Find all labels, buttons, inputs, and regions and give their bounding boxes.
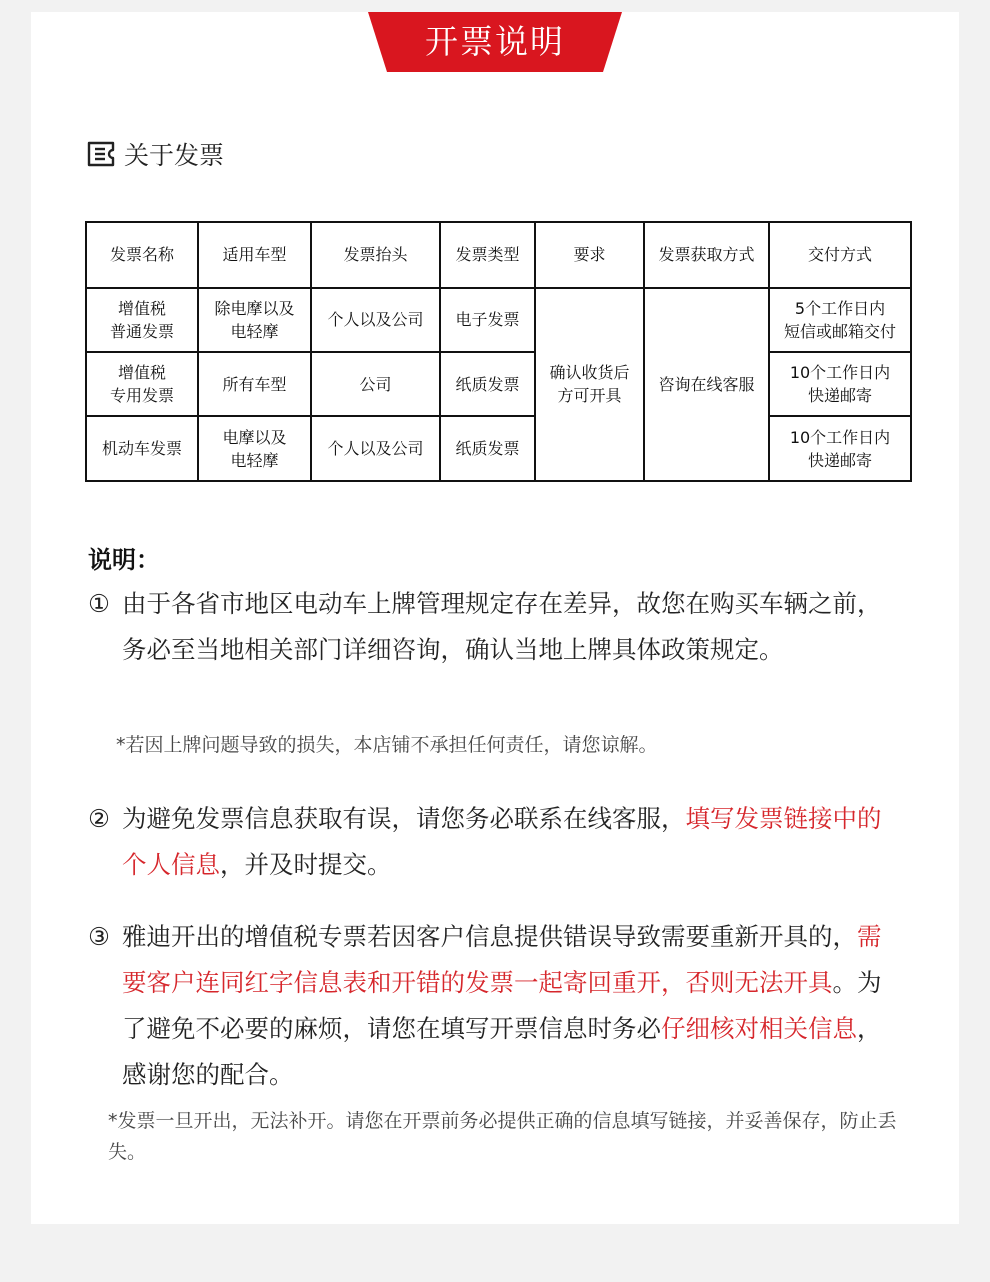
- invoice-name-cell: 增值税 普通发票: [86, 288, 198, 352]
- invoice-table: [85, 221, 912, 482]
- note-text-part: ，感谢您的配合。: [122, 1014, 882, 1089]
- table-header-row: [86, 222, 911, 288]
- note-number: ③: [88, 922, 110, 951]
- note-number: ②: [88, 804, 110, 833]
- delivery-cell: 10个工作日内 快递邮寄: [769, 416, 911, 481]
- note-text: 由于各省市地区电动车上牌管理规定存在差异，故您在购买车辆之前，务必至当地相关部门详细咨询，确认当地上牌具体政策规定。: [122, 589, 882, 664]
- invoice-title-cell: 个人以及公司: [311, 416, 440, 481]
- header-cell: 要求: [535, 222, 644, 288]
- note-item-2: [88, 796, 898, 888]
- header-cell: 交付方式: [769, 222, 911, 288]
- delivery-cell: 5个工作日内 短信或邮箱交付: [769, 288, 911, 352]
- note-text: [122, 796, 898, 888]
- receipt-icon: [86, 139, 116, 169]
- note-text-part: 为避免发票信息获取有误，请您务必联系在线客服，: [122, 804, 686, 833]
- vehicle-models-cell: 所有车型: [198, 352, 311, 416]
- section-title: 关于发票: [124, 141, 225, 170]
- note-item-1: [88, 581, 898, 673]
- note-text-part: 雅迪开出的增值税专票若因客户信息提供错误导致需要重新开具的，: [122, 922, 857, 951]
- note-number: ①: [88, 589, 110, 618]
- note-highlight: 需要客户连同红字信息表和开错的发票一起寄回重开，否则无法开具: [122, 922, 882, 997]
- note-text-part: ，并及时提交。: [220, 850, 392, 879]
- note-highlight: 填写发票链接中的个人信息: [122, 804, 882, 879]
- vehicle-models-cell: 电摩以及 电轻摩: [198, 416, 311, 481]
- header-cell: 发票类型: [440, 222, 535, 288]
- note-highlight: 仔细核对相关信息: [661, 1014, 857, 1043]
- invoice-name-cell: 机动车发票: [86, 416, 198, 481]
- header-cell: 发票抬头: [311, 222, 440, 288]
- notes-title: 说明：: [88, 546, 160, 574]
- table-row: [86, 416, 911, 481]
- invoice-type-cell: 电子发票: [440, 288, 535, 352]
- invoice-type-cell: 纸质发票: [440, 416, 535, 481]
- vehicle-models-cell: 除电摩以及 电轻摩: [198, 288, 311, 352]
- table-row: [86, 288, 911, 352]
- invoice-name-cell: 增值税 专用发票: [86, 352, 198, 416]
- table-row: [86, 352, 911, 416]
- method-cell: 咨询在线客服: [644, 288, 769, 482]
- note-item-3: [88, 914, 898, 1098]
- note-fine-print-1: *若因上牌问题导致的损失，本店铺不承担任何责任，请您谅解。: [116, 734, 658, 756]
- note-text-part: 。为了避免不必要的麻烦，请您在填写开票信息时务必: [122, 968, 882, 1043]
- requirement-cell: 确认收货后 方可开具: [535, 288, 644, 482]
- header-cell: 发票名称: [86, 222, 198, 288]
- delivery-cell: 10个工作日内 快递邮寄: [769, 352, 911, 416]
- header-cell: 发票获取方式: [644, 222, 769, 288]
- invoice-title-cell: 公司: [311, 352, 440, 416]
- invoice-type-cell: 纸质发票: [440, 352, 535, 416]
- banner-title: 开票说明: [425, 22, 565, 61]
- note-fine-print-3: *发票一旦开出，无法补开。请您在开票前务必提供正确的信息填写链接，并妥善保存，防止丢失。: [108, 1110, 897, 1163]
- note-text: [122, 914, 898, 1098]
- invoice-title-cell: 个人以及公司: [311, 288, 440, 352]
- section-header: [86, 136, 224, 172]
- header-cell: 适用车型: [198, 222, 311, 288]
- title-banner: [368, 12, 622, 72]
